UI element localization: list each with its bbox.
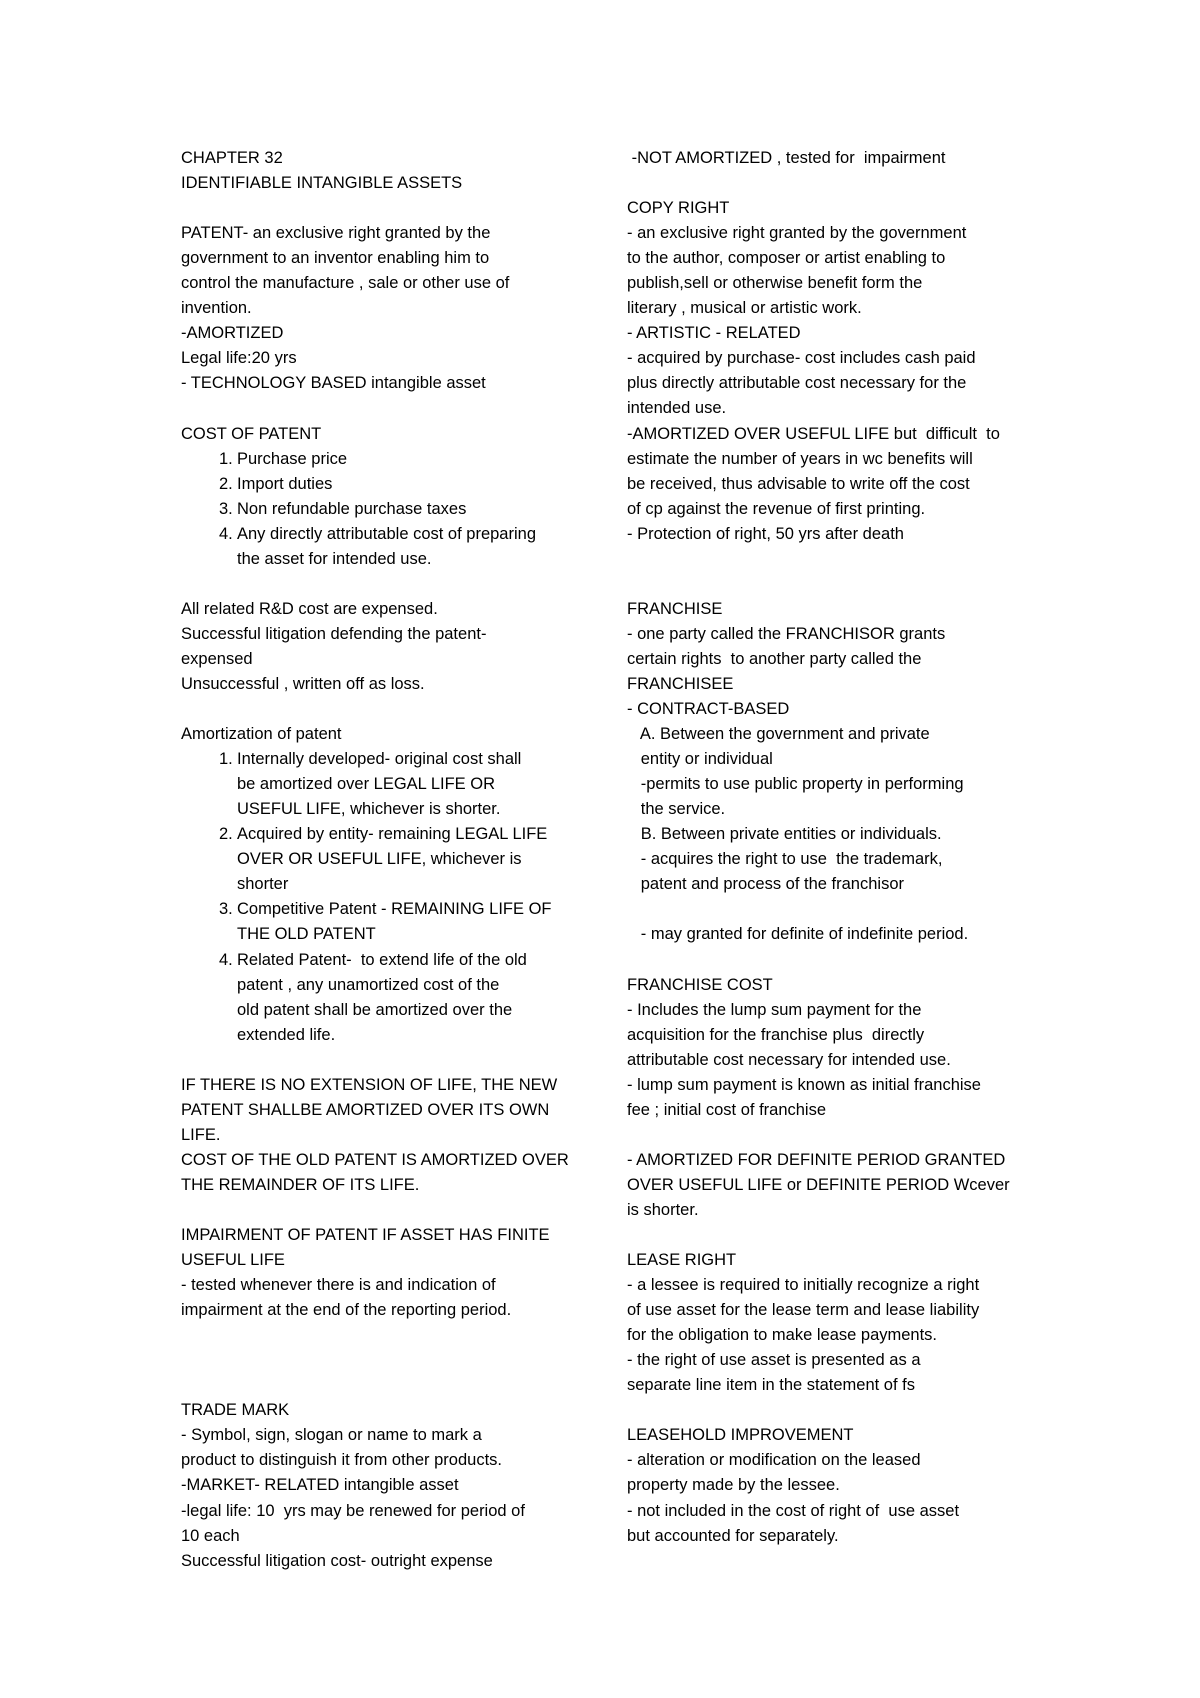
- text-line: THE REMAINDER OF ITS LIFE.: [181, 1175, 420, 1194]
- text-line: IF THERE IS NO EXTENSION OF LIFE, THE NEW: [181, 1075, 558, 1094]
- text-line: -NOT AMORTIZED , tested for impairment: [627, 149, 946, 167]
- text-line: Successful litigation cost- outright expense: [181, 1551, 493, 1570]
- list-number: 2.: [219, 825, 233, 844]
- blank-line: [181, 572, 601, 597]
- text-line: for the obligation to make lease payments.: [627, 1326, 938, 1345]
- blank-line: [181, 1373, 601, 1398]
- text-line: product to distinguish it from other products.: [181, 1451, 502, 1470]
- text-line: government to an inventor enabling him to: [181, 249, 490, 268]
- list-item-text: Internally developed- original cost shall: [237, 750, 522, 769]
- text-line: - acquired by purchase- cost includes cash paid: [627, 349, 976, 368]
- text-line: certain rights to another party called the: [627, 649, 922, 668]
- text-line: intended use.: [627, 399, 727, 418]
- text-line: - ARTISTIC - RELATED: [627, 324, 801, 343]
- text-line: COST OF THE OLD PATENT IS AMORTIZED OVER: [181, 1150, 569, 1169]
- blank-line: [627, 572, 1047, 597]
- blank-line: [181, 1323, 601, 1348]
- list-item: [181, 447, 601, 472]
- text-line: - not included in the cost of right of use asset: [627, 1501, 960, 1520]
- text-line: of use asset for the lease term and lease liability: [627, 1301, 980, 1320]
- list-item-text: shorter: [237, 875, 289, 894]
- text-line: LEASEHOLD IMPROVEMENT: [627, 1426, 854, 1445]
- blank-line: [181, 396, 601, 421]
- blank-line: [627, 1223, 1047, 1248]
- text-line: but accounted for separately.: [627, 1526, 839, 1545]
- list-item: [181, 472, 601, 497]
- text-line: 10 each: [181, 1526, 240, 1545]
- text-line: - CONTRACT-BASED: [627, 700, 790, 719]
- left-text-column: [181, 146, 601, 1574]
- list-item-text: old patent shall be amortized over the: [237, 1000, 513, 1019]
- list-item-text: Import duties: [237, 474, 333, 493]
- text-line: IDENTIFIABLE INTANGIBLE ASSETS: [181, 174, 463, 193]
- text-line: -legal life: 10 yrs may be renewed for period of: [181, 1501, 525, 1520]
- blank-line: [627, 547, 1047, 572]
- text-line: plus directly attributable cost necessary for the: [627, 374, 967, 393]
- text-line: USEFUL LIFE: [181, 1251, 285, 1270]
- text-line: - acquires the right to use the trademark,: [627, 850, 943, 869]
- list-item-continuation: [181, 547, 601, 572]
- text-line: literary , musical or artistic work.: [627, 299, 862, 318]
- text-line: the service.: [627, 800, 726, 819]
- list-item-continuation: [181, 973, 601, 998]
- text-line: publish,sell or otherwise benefit form the: [627, 274, 923, 293]
- text-line: invention.: [181, 299, 252, 318]
- list-item-text: Acquired by entity- remaining LEGAL LIFE: [237, 825, 548, 844]
- blank-line: [627, 171, 1047, 196]
- list-item-text: Any directly attributable cost of preparing: [237, 524, 536, 543]
- text-line: - lump sum payment is known as initial franchise: [627, 1075, 981, 1094]
- text-line: to the author, composer or artist enabling to: [627, 249, 946, 268]
- list-item-text: THE OLD PATENT: [237, 925, 376, 944]
- blank-line: [181, 196, 601, 221]
- list-item: [181, 747, 601, 772]
- list-item-text: Purchase price: [237, 449, 348, 468]
- text-line: - tested whenever there is and indication of: [181, 1276, 496, 1295]
- text-line: All related R&D cost are expensed.: [181, 599, 438, 618]
- text-line: OVER USEFUL LIFE or DEFINITE PERIOD Wcever: [627, 1175, 1010, 1194]
- text-line: PATENT- an exclusive right granted by the: [181, 224, 491, 243]
- text-line: FRANCHISE: [627, 599, 723, 618]
- list-number: 4.: [219, 950, 233, 969]
- text-line: FRANCHISEE: [627, 674, 734, 693]
- blank-line: [627, 1123, 1047, 1148]
- text-line: expensed: [181, 649, 253, 668]
- blank-line: [627, 948, 1047, 973]
- list-item-text: USEFUL LIFE, whichever is shorter.: [237, 800, 501, 819]
- text-line: property made by the lessee.: [627, 1476, 840, 1495]
- right-text-column: [627, 146, 1047, 1549]
- list-number: 3.: [219, 499, 233, 518]
- text-line: FRANCHISE COST: [627, 975, 773, 994]
- text-line: B. Between private entities or individuals.: [627, 825, 942, 844]
- text-line: entity or individual: [627, 750, 773, 769]
- text-line: - the right of use asset is presented as a: [627, 1351, 921, 1370]
- text-line: patent and process of the franchisor: [627, 875, 904, 894]
- list-item: [181, 522, 601, 547]
- blank-line: [181, 1048, 601, 1073]
- text-line: - alteration or modification on the leased: [627, 1451, 921, 1470]
- text-line: is shorter.: [627, 1200, 699, 1219]
- blank-line: [181, 1198, 601, 1223]
- text-line: A. Between the government and private: [627, 725, 930, 744]
- list-item-continuation: [181, 797, 601, 822]
- text-line: impairment at the end of the reporting period.: [181, 1301, 512, 1320]
- text-line: LIFE.: [181, 1125, 221, 1144]
- list-item-text: OVER OR USEFUL LIFE, whichever is: [237, 850, 522, 869]
- list-item-text: Competitive Patent - REMAINING LIFE OF: [237, 900, 552, 919]
- text-line: fee ; initial cost of franchise: [627, 1100, 827, 1119]
- list-number: 3.: [219, 900, 233, 919]
- text-line: control the manufacture , sale or other use of: [181, 274, 510, 293]
- list-item-continuation: [181, 998, 601, 1023]
- text-line: of cp against the revenue of first printing.: [627, 499, 926, 518]
- list-item-continuation: [181, 772, 601, 797]
- text-line: - a lessee is required to initially recognize a right: [627, 1276, 980, 1295]
- list-item-continuation: [181, 847, 601, 872]
- list-number: 2.: [219, 474, 233, 493]
- text-line: separate line item in the statement of fs: [627, 1376, 915, 1395]
- text-line: - AMORTIZED FOR DEFINITE PERIOD GRANTED: [627, 1150, 1006, 1169]
- list-item-text: patent , any unamortized cost of the: [237, 975, 500, 994]
- text-line: PATENT SHALLBE AMORTIZED OVER ITS OWN: [181, 1100, 550, 1119]
- list-item: [181, 822, 601, 847]
- text-line: -AMORTIZED: [181, 324, 284, 343]
- text-line: COPY RIGHT: [627, 199, 730, 218]
- list-item: [181, 497, 601, 522]
- text-line: -MARKET- RELATED intangible asset: [181, 1476, 459, 1495]
- text-line: - Includes the lump sum payment for the: [627, 1000, 922, 1019]
- text-line: - TECHNOLOGY BASED intangible asset: [181, 374, 486, 393]
- list-item-text: Related Patent- to extend life of the old: [237, 950, 527, 969]
- text-line: Unsuccessful , written off as loss.: [181, 674, 425, 693]
- text-line: LEASE RIGHT: [627, 1251, 737, 1270]
- list-item-text: be amortized over LEGAL LIFE OR: [237, 775, 495, 794]
- list-item-text: Non refundable purchase taxes: [237, 499, 467, 518]
- text-line: -AMORTIZED OVER USEFUL LIFE but difficult to: [627, 424, 1000, 443]
- list-item-continuation: [181, 1023, 601, 1048]
- blank-line: [627, 897, 1047, 922]
- text-line: - may granted for definite of indefinite period.: [627, 925, 969, 944]
- list-item-text: extended life.: [237, 1025, 336, 1044]
- list-item: [181, 897, 601, 922]
- list-item: [181, 948, 601, 973]
- text-line: IMPAIRMENT OF PATENT IF ASSET HAS FINITE: [181, 1226, 550, 1245]
- text-line: - Symbol, sign, slogan or name to mark a: [181, 1426, 482, 1445]
- list-item-continuation: [181, 872, 601, 897]
- blank-line: [181, 697, 601, 722]
- text-line: Amortization of patent: [181, 725, 342, 744]
- text-line: attributable cost necessary for intended use.: [627, 1050, 951, 1069]
- blank-line: [181, 1348, 601, 1373]
- list-number: 4.: [219, 524, 233, 543]
- text-line: -permits to use public property in performing: [627, 775, 964, 794]
- text-line: Successful litigation defending the patent-: [181, 624, 487, 643]
- blank-line: [627, 1398, 1047, 1423]
- text-line: Legal life:20 yrs: [181, 349, 297, 368]
- text-line: CHAPTER 32: [181, 149, 283, 167]
- list-item-text: the asset for intended use.: [237, 549, 432, 568]
- list-number: 1.: [219, 750, 233, 769]
- text-line: - an exclusive right granted by the government: [627, 224, 967, 243]
- list-item-continuation: [181, 922, 601, 947]
- text-line: - one party called the FRANCHISOR grants: [627, 624, 946, 643]
- text-line: COST OF PATENT: [181, 424, 322, 443]
- text-line: be received, thus advisable to write off the cost: [627, 474, 970, 493]
- text-line: estimate the number of years in wc benefits will: [627, 449, 973, 468]
- text-line: - Protection of right, 50 yrs after death: [627, 524, 904, 543]
- list-number: 1.: [219, 449, 233, 468]
- text-line: TRADE MARK: [181, 1401, 290, 1420]
- text-line: acquisition for the franchise plus directly: [627, 1025, 925, 1044]
